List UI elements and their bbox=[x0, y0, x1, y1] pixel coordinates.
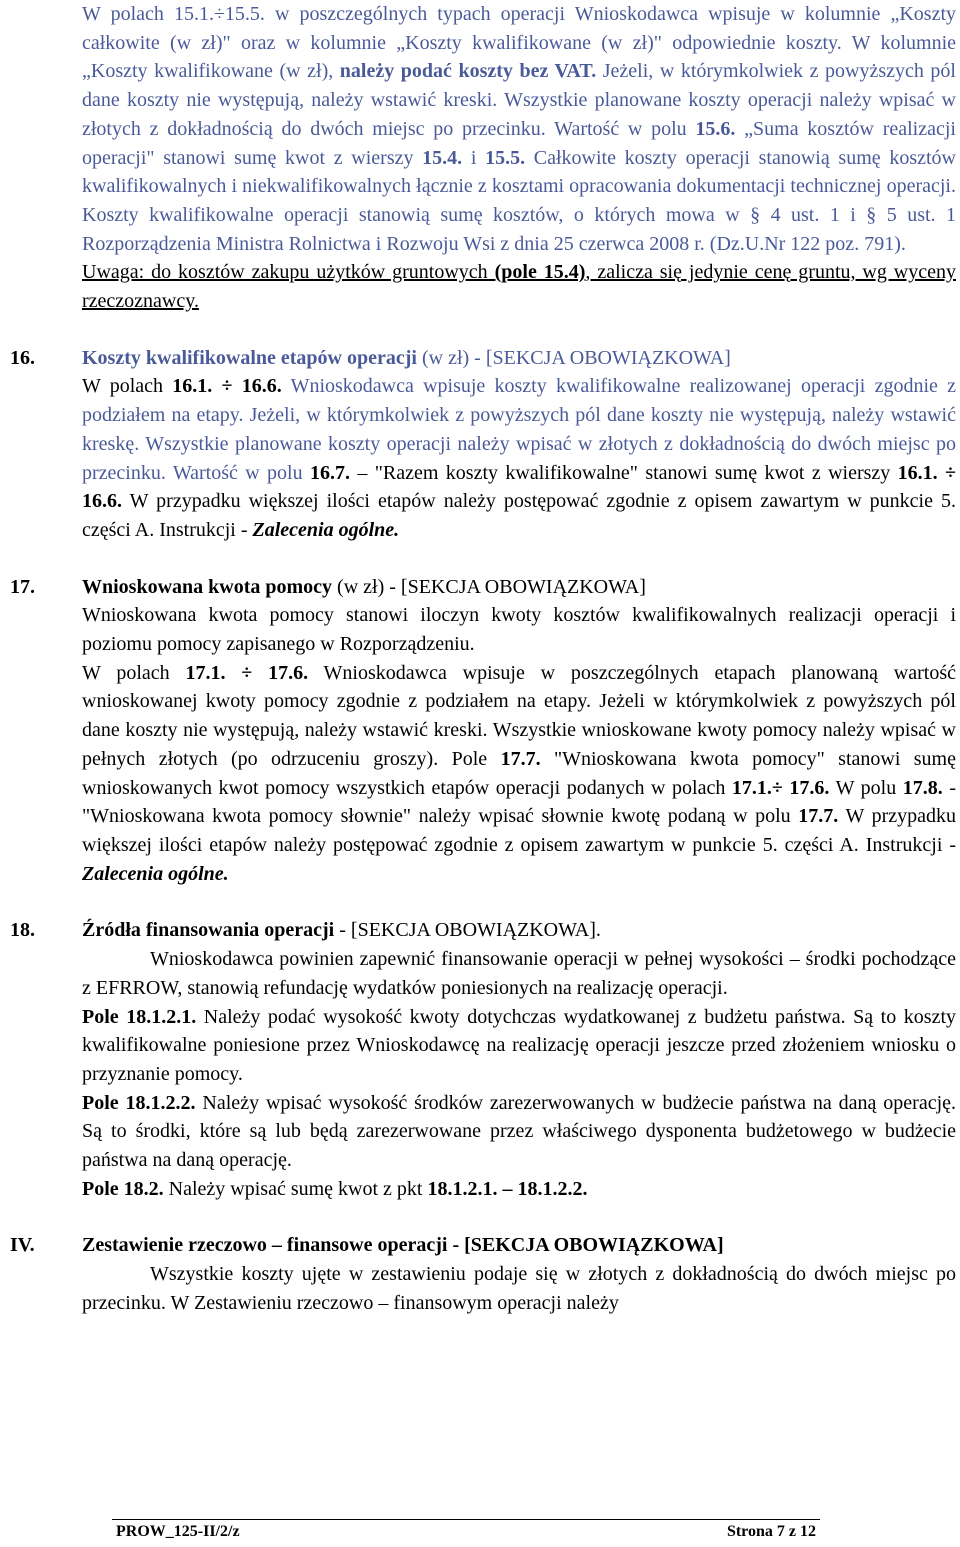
text: Wnioskodawca wpisuje w poszczególnych etapach planowaną wartość wnioskowanej kwoty pomocy zgodnie z podziałem na etapy. Jeżeli w którymkolwiek z powyższych pól dane koszty nie występują, należy wstawić kreski. Wszystkie wnioskowane kwoty pomocy należy wpisać w pełnych złotych (po odrzuceniu groszy). Pole bbox=[82, 661, 956, 770]
field-ref: 15.4. bbox=[422, 146, 463, 169]
section-title: Wnioskowana kwota pomocy bbox=[82, 575, 333, 598]
text: W polach bbox=[82, 661, 186, 684]
field-ref: 15.1.÷15.5. bbox=[173, 3, 265, 25]
field-ref: 16.7. bbox=[310, 461, 350, 484]
text: – "Razem koszty kwalifikowalne" stanowi sumę kwot z wierszy bbox=[350, 461, 898, 484]
section-18-field-1 bbox=[82, 1003, 956, 1089]
section-title: Zestawienie rzeczowo – finansowe operacji - [SEKCJA OBOWIĄZKOWA] bbox=[82, 1234, 724, 1257]
document-page bbox=[10, 0, 957, 1318]
emphasis: Zalecenia ogólne. bbox=[252, 518, 400, 541]
section-title: Koszty kwalifikowalne etapów operacji bbox=[82, 346, 417, 369]
text: W polach bbox=[82, 3, 174, 25]
field-ref: Pole 18.1.2.2. bbox=[82, 1091, 196, 1114]
field-ref: 17.1.÷ 17.6. bbox=[731, 776, 830, 799]
text: W polach bbox=[82, 375, 173, 398]
section-title-rest: - [SEKCJA OBOWIĄZKOWA]. bbox=[334, 919, 601, 942]
section-17-paragraph bbox=[82, 659, 956, 889]
field-ref: 17.7. bbox=[500, 747, 541, 770]
text: Wnioskodawca wpisuje koszty kwalifikowalne realizowanej operacji zgodnie z podziałem na etapy. Jeżeli, w którymkolwiek z powyższych pól dane koszty nie występują, należy wstawić kreskę. Wszystkie planowane koszty operacji należy wpisać w złotych z dokładnością do dwóch miejsc po przecinku. Wartość w polu bbox=[82, 375, 956, 484]
section-title-rest: (w zł) - [SEKCJA OBOWIĄZKOWA] bbox=[332, 575, 646, 598]
section-18-field-2 bbox=[82, 1089, 956, 1175]
section-number: 18. bbox=[10, 919, 35, 942]
note-text: Uwaga: do kosztów zakupu użytków gruntowych bbox=[82, 261, 495, 284]
section-number: 17. bbox=[10, 575, 35, 598]
field-ref: 15.6. bbox=[695, 117, 736, 140]
field-ref: 16.1. ÷ 16.6. bbox=[82, 461, 957, 513]
field-ref: 17.7. bbox=[798, 805, 839, 828]
text: Należy podać wysokość kwoty dotychczas wydatkowanej z budżetu państwa. Są to koszty kwalifikowalne poniesione przez Wnioskodawcę na realizację operacji jeszcze przed złożeniem wniosku o przyznanie pomocy. bbox=[82, 1005, 956, 1085]
text: W polu bbox=[829, 776, 903, 799]
section-15-note bbox=[82, 258, 956, 315]
text: Całkowite koszty operacji stanowią sumę kosztów kwalifikowalnych i niekwalifikowalnych łącznie z kosztami opracowania dokumentacji technicznej operacji. Koszty kwalifikowalne operacji stanowią sumę kosztów, o których mowa w § 4 ust. 1 i § 5 ust. 1 Rozporządzenia Ministra Rolnictwa i Rozwoju Wsi z dnia 25 czerwca 2008 r. (Dz.U.Nr 122 poz. 791). bbox=[82, 146, 956, 255]
section-18-intro: Wnioskodawca powinien zapewnić finansowanie operacji w pełnej wysokości – środki pochodzące z EFRROW, stanowią refundację wydatków poniesionych na realizację operacji. bbox=[82, 948, 956, 999]
text: „Suma kosztów realizacji operacji" stanowi sumę kwot z wierszy bbox=[82, 117, 956, 169]
section-15-paragraph bbox=[82, 0, 956, 258]
section-number: 16. bbox=[10, 346, 35, 369]
text: Należy wpisać sumę kwot z pkt bbox=[163, 1177, 428, 1200]
section-number: IV. bbox=[10, 1234, 35, 1257]
footer-rule bbox=[112, 1519, 820, 1520]
note-text: , zalicza się jedynie cenę gruntu, wg wyceny rzeczoznawcy. bbox=[82, 261, 956, 313]
text: Jeżeli, w którymkolwiek z powyższych pól dane koszty nie występują, należy wstawić kreski. Wszystkie planowane koszty operacji należy wpisać w złotych z dokładnością do dwóch miejsc po przecinku. Wartość w polu bbox=[82, 60, 956, 140]
section-iv-heading bbox=[10, 1231, 956, 1260]
field-ref: 15.5. bbox=[485, 146, 526, 169]
section-17-heading bbox=[10, 573, 956, 602]
field-ref: Pole 18.2. bbox=[82, 1177, 164, 1200]
text: W przypadku większej ilości etapów należy postępować zgodnie z opisem zawartym w punkcie 5. części A. Instrukcji - bbox=[82, 490, 956, 541]
field-ref: Pole 18.1.2.1. bbox=[82, 1005, 197, 1028]
note-ref: (pole 15.4) bbox=[494, 261, 586, 284]
field-ref: 16.1. ÷ 16.6. bbox=[172, 375, 282, 398]
section-18-heading bbox=[10, 916, 956, 945]
emphasis: Zalecenia ogólne. bbox=[82, 862, 229, 885]
section-title-rest: (w zł) - [SEKCJA OBOWIĄZKOWA] bbox=[416, 346, 731, 369]
section-17-intro: Wnioskowana kwota pomocy stanowi iloczyn kwoty kosztów kwalifikowalnych realizacji operacji i poziomu pomocy zapisanego w Rozporządzeniu. bbox=[82, 604, 956, 656]
field-ref: 17.1. ÷ 17.6. bbox=[185, 661, 309, 684]
text: i bbox=[462, 146, 486, 169]
page-number: Strona 7 z 12 bbox=[726, 1523, 816, 1540]
section-16-paragraph bbox=[82, 372, 956, 544]
section-16-heading bbox=[10, 344, 956, 373]
section-iv-paragraph: Wszystkie koszty ujęte w zestawieniu podaje się w złotych z dokładnością do dwóch miejsc po przecinku. W Zestawieniu rzeczowo – finansowym operacji należy bbox=[82, 1263, 956, 1314]
text: Należy wpisać wysokość środków zarezerwowanych w budżecie państwa na daną operację. Są to środki, które są lub będą zarezerwowane przez właściwego dysponenta budżetowego w budżecie państwa na daną operację. bbox=[82, 1091, 957, 1172]
field-ref: 17.8. bbox=[902, 776, 943, 799]
text: w poszczególnych typach operacji Wnioskodawca wpisuje w kolumnie „Koszty całkowite (w zł)" oraz w kolumnie „Koszty kwalifikowane (w zł)" odpowiednie koszty. W kolumnie „Koszty kwalifikowane (w zł), bbox=[82, 3, 957, 83]
emphasis: należy podać koszty bez VAT. bbox=[339, 60, 597, 83]
field-ref: 18.1.2.1. – 18.1.2.2. bbox=[427, 1177, 588, 1200]
section-18-field-3 bbox=[82, 1175, 956, 1204]
document-code: PROW_125-II/2/z bbox=[116, 1523, 240, 1540]
text: - "Wnioskowana kwota pomocy słownie" należy wpisać słownie kwotę podaną w polu bbox=[82, 776, 956, 828]
section-title: Źródła finansowania operacji bbox=[82, 919, 335, 942]
text: W przypadku większej ilości etapów należy postępować zgodnie z opisem zawartym w punkcie 5. części A. Instrukcji - bbox=[82, 805, 956, 856]
text: "Wnioskowana kwota pomocy" stanowi sumę wnioskowanych kwot pomocy wszystkich etapów operacji podanych w polach bbox=[82, 747, 956, 799]
